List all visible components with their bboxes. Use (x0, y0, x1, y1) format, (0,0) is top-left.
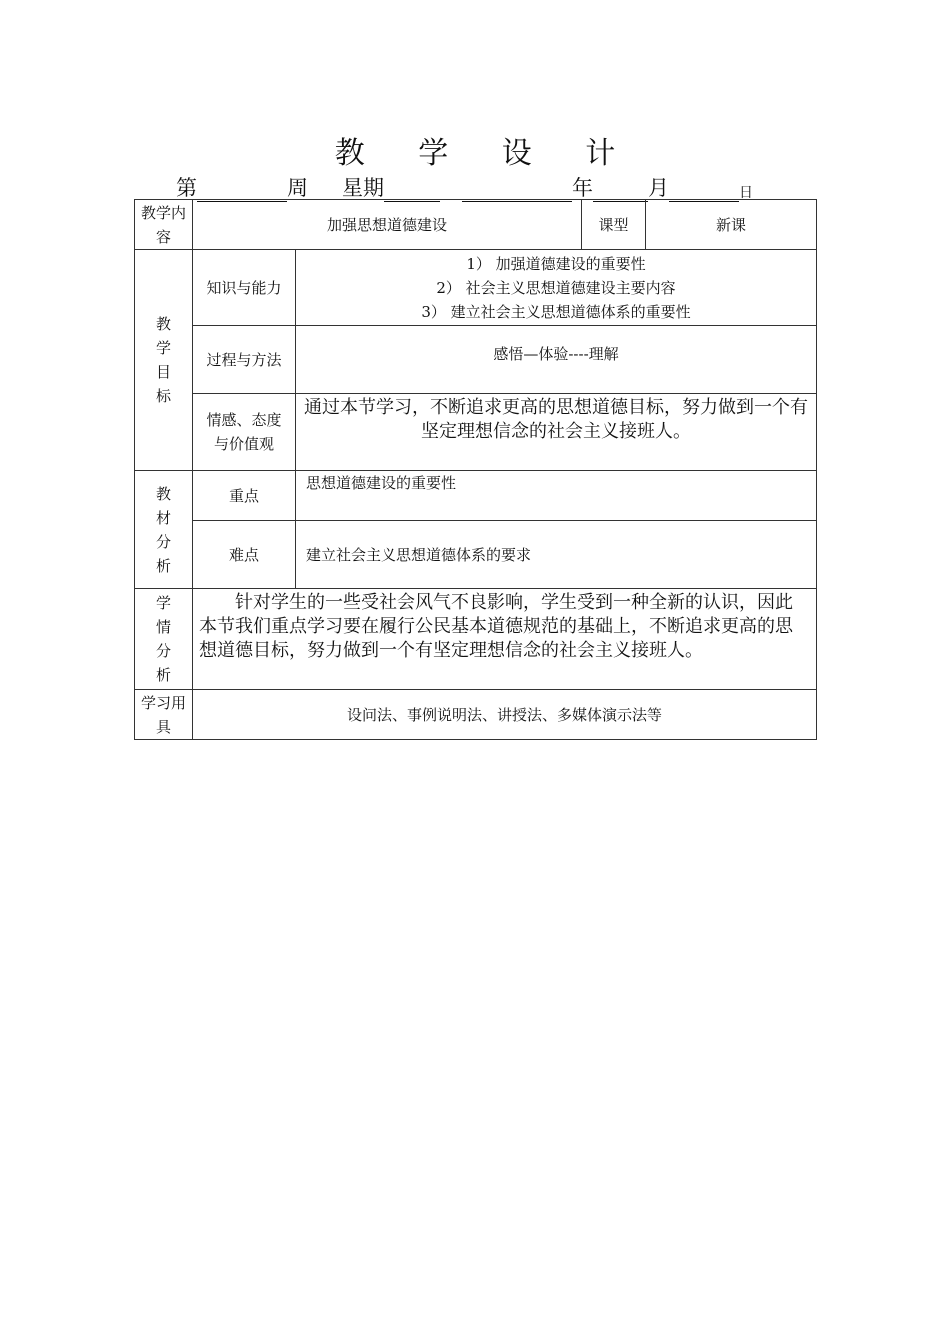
emotion-value: 通过本节学习，不断追求更高的思想道德目标，努力做到一个有坚定理想信念的社会主义接班人。 (296, 394, 817, 471)
material-char: 教 (155, 484, 171, 503)
week-prefix: 第 (176, 176, 197, 200)
knowledge-row (135, 250, 817, 326)
student-char: 析 (155, 666, 171, 684)
objectives-char: 教 (155, 315, 171, 333)
student-value: 针对学生的一些受社会风气不良影响，学生受到一种全新的认识，因此本节我们重点学习要在履行公民基本道德规范的基础上，不断追求更高的思想道德目标，努力做到一个有坚定理想信念的社会主义接班人。 (193, 589, 817, 690)
tools-row (135, 690, 817, 740)
tools-value: 设问法、事例说明法、讲授法、多媒体演示法等 (193, 690, 817, 740)
objectives-char: 学 (155, 339, 171, 357)
content-row (135, 200, 817, 250)
date-line (176, 172, 753, 202)
material-label (135, 471, 193, 589)
objectives-label (135, 250, 193, 471)
material-char: 材 (155, 508, 171, 527)
type-value: 新课 (646, 200, 817, 250)
lesson-plan-table (134, 199, 817, 740)
difficulty-row (135, 521, 817, 589)
process-label: 过程与方法 (193, 326, 296, 394)
student-char: 情 (155, 618, 171, 636)
key-value: 思想道德建设的重要性 (296, 471, 817, 521)
knowledge-item: 3） 建立社会主义思想道德体系的重要性 (421, 302, 691, 321)
tools-label: 学习用具 (135, 690, 193, 740)
week-suffix: 周 (287, 176, 308, 200)
content-value: 加强思想道德建设 (193, 200, 582, 250)
difficulty-value: 建立社会主义思想道德体系的要求 (296, 521, 817, 589)
weekday-label: 星期 (342, 176, 384, 200)
year-label: 年 (572, 176, 593, 200)
content-label: 教学内容 (135, 200, 193, 250)
emotion-label: 情感、态度与价值观 (193, 394, 296, 471)
process-row (135, 326, 817, 394)
objectives-char: 标 (155, 387, 171, 405)
student-char: 分 (155, 642, 171, 660)
day-label: 日 (739, 185, 753, 201)
key-row (135, 471, 817, 521)
key-label: 重点 (193, 471, 296, 521)
material-char: 析 (155, 556, 171, 575)
month-label: 月 (648, 176, 669, 200)
material-char: 分 (155, 532, 171, 551)
type-label: 课型 (582, 200, 646, 250)
knowledge-label: 知识与能力 (193, 250, 296, 326)
page-title: 教 学 设 计 (334, 136, 638, 171)
knowledge-item: 1） 加强道德建设的重要性 (466, 254, 646, 273)
objectives-char: 目 (155, 363, 171, 381)
student-row (135, 589, 817, 690)
knowledge-list (296, 250, 817, 326)
emotion-row (135, 394, 817, 471)
difficulty-label: 难点 (193, 521, 296, 589)
student-char: 学 (155, 594, 171, 612)
process-value: 感悟—体验----理解 (296, 326, 817, 394)
student-label (135, 589, 193, 690)
knowledge-item: 2） 社会主义思想道德建设主要内容 (436, 278, 676, 297)
